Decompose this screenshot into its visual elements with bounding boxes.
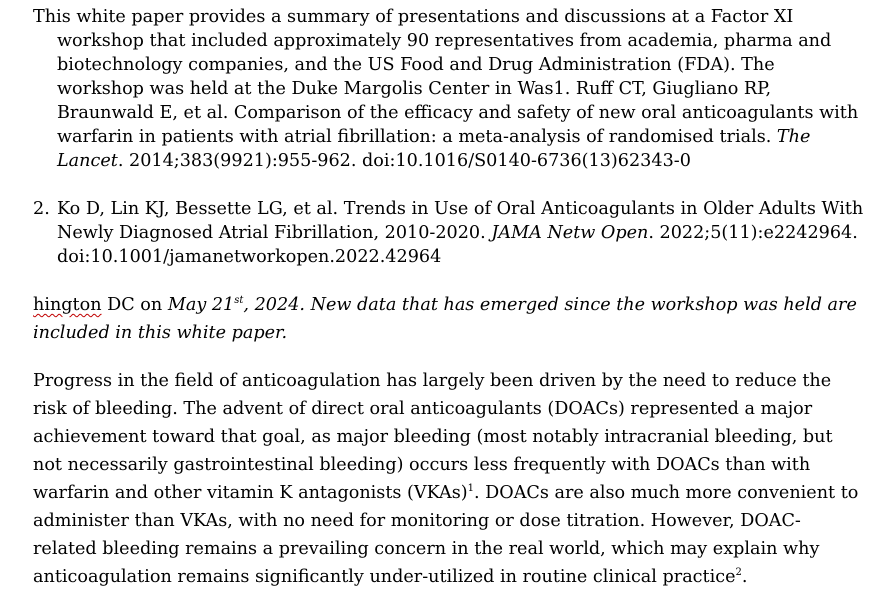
superscript: st [234, 295, 244, 307]
text-line: workshop that included approximately 90 representatives from academia, pharma and [57, 31, 832, 51]
text-line [33, 221, 873, 245]
citation-superscript[interactable]: 2 [735, 567, 742, 579]
text-line: doi:10.1001/jamanetworkopen.2022.42964 [57, 247, 442, 267]
text-run: . DOACs are also much more convenient to [474, 483, 859, 503]
text-run: included in this white paper. [33, 323, 288, 343]
text-line [33, 125, 873, 149]
intro-paragraph [33, 5, 873, 173]
text-run: warfarin in patients with atrial fibrillation: a meta-analysis of randomised trials. [57, 127, 777, 147]
text-line [33, 291, 873, 319]
journal-title: Lancet [57, 151, 118, 171]
text-line: related bleeding remains a prevailing concern in the real world, which may explain why [33, 539, 820, 559]
text-line: achievement toward that goal, as major bleeding (most notably intracranial bleeding, but [33, 427, 833, 447]
text-line: workshop was held at the Duke Margolis Center in Was1. Ruff CT, Giugliano RP, [57, 79, 772, 99]
text-line: not necessarily gastrointestinal bleeding) occurs less frequently with DOACs than with [33, 455, 811, 475]
text-run: DC on [101, 295, 168, 315]
text-run: . [741, 567, 748, 587]
text-run: warfarin and other vitamin K antagonists (VKAs) [33, 483, 468, 503]
text-line: Braunwald E, et al. Comparison of the efficacy and safety of new oral anticoagulants with [57, 103, 859, 123]
text-run: anticoagulation remains significantly under-utilized in routine clinical practice [33, 567, 736, 587]
body-paragraph [33, 367, 873, 591]
list-number: 2. [33, 199, 50, 219]
text-run: . 2014;383(9921):955-962. doi:10.1016/S0140-6736(13)62343-0 [117, 151, 691, 171]
text-run: . 2022;5(11):e2242964. [648, 223, 858, 243]
text-line: risk of bleeding. The advent of direct oral anticoagulants (DOACs) represented a major [33, 399, 813, 419]
text-line [33, 479, 873, 507]
text-line: administer than VKAs, with no need for monitoring or dose titration. However, DOAC- [33, 511, 801, 531]
text-run: Newly Diagnosed Atrial Fibrillation, 2010-2020. [57, 223, 492, 243]
text-line: biotechnology companies, and the US Food and Drug Administration (FDA). The [57, 55, 775, 75]
misspelled-word[interactable]: hington [33, 295, 102, 315]
text-line [33, 319, 873, 347]
text-line: Progress in the field of anticoagulation has largely been driven by the need to reduce the [33, 371, 832, 391]
text-line [33, 197, 873, 221]
citation-superscript[interactable]: 1 [467, 483, 474, 495]
journal-title: JAMA Netw Open [491, 223, 649, 243]
journal-title: The [776, 127, 811, 147]
text-run: Ko D, Lin KJ, Bessette LG, et al. Trends in Use of Oral Anticoagulants in Older Adults With [57, 199, 864, 219]
reference-item-2 [33, 197, 873, 269]
date-text: May 21st, 2024. New data that has emerged since the workshop was held are [167, 295, 857, 315]
text-line: This white paper provides a summary of presentations and discussions at a Factor XI [33, 7, 794, 27]
text-line [33, 563, 873, 591]
continuation-paragraph [33, 291, 873, 347]
text-line [33, 149, 873, 173]
